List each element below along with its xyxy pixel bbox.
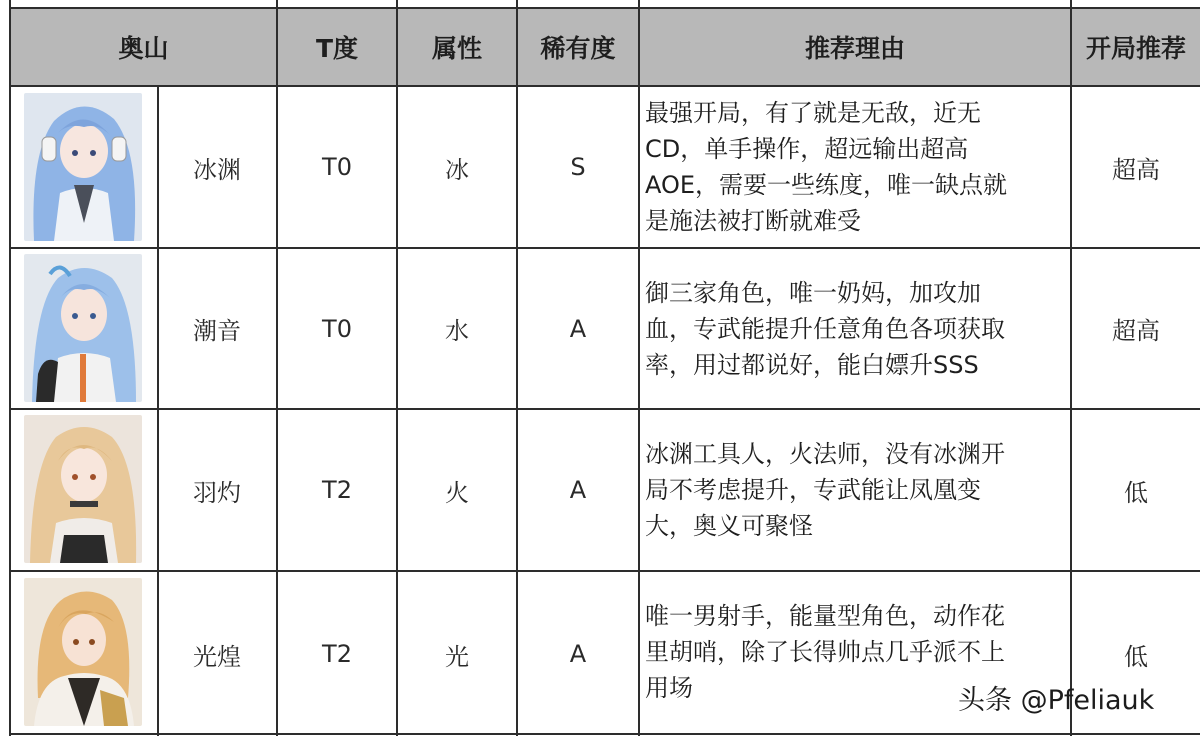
table-border bbox=[9, 408, 1200, 410]
header-character: 奥山 bbox=[118, 34, 169, 63]
reason-line: 唯一男射手，能量型角色，动作花 bbox=[645, 602, 1005, 630]
character-name: 羽灼 bbox=[193, 478, 241, 507]
character-rarity: S bbox=[570, 153, 586, 181]
table-border bbox=[9, 733, 1200, 735]
character-portrait-golden-hair-icon bbox=[24, 578, 142, 726]
reason-line: 用场 bbox=[645, 674, 693, 702]
character-attribute: 光 bbox=[445, 642, 469, 671]
character-rarity: A bbox=[569, 640, 587, 668]
table-border bbox=[9, 570, 1200, 572]
start-recommend: 低 bbox=[1124, 478, 1148, 507]
character-tier: T0 bbox=[322, 314, 352, 343]
table-border bbox=[276, 0, 278, 736]
table-border bbox=[9, 0, 11, 736]
header-attribute: 属性 bbox=[431, 34, 482, 63]
recommend-reason bbox=[645, 410, 1070, 570]
header-start-recommend: 开局推荐 bbox=[1085, 34, 1186, 63]
reason-line: 大，奥义可聚怪 bbox=[645, 512, 813, 540]
reason-line: 里胡哨，除了长得帅点几乎派不上 bbox=[645, 638, 1005, 666]
character-portrait-blue-hair-icon bbox=[24, 254, 142, 402]
reason-line: 御三家角色，唯一奶妈，加攻加 bbox=[645, 278, 981, 307]
reason-line: 血，专武能提升任意角色各项获取 bbox=[645, 314, 1005, 343]
recommend-reason bbox=[645, 249, 1070, 408]
reason-line: CD，单手操作，超远输出超高 bbox=[645, 135, 969, 163]
character-rarity: A bbox=[569, 314, 587, 343]
reason-line: 冰渊工具人，火法师，没有冰渊开 bbox=[645, 440, 1005, 468]
reason-line: 是施法被打断就难受 bbox=[645, 207, 861, 235]
character-attribute: 水 bbox=[445, 317, 469, 345]
watermark: 头条 @Pfeliauk bbox=[958, 685, 1155, 716]
table-border bbox=[1070, 0, 1072, 736]
start-recommend: 低 bbox=[1124, 642, 1148, 671]
character-tier: T2 bbox=[322, 640, 352, 668]
character-tier: T0 bbox=[322, 153, 352, 181]
table-border bbox=[396, 0, 398, 736]
recommend-reason bbox=[645, 87, 1070, 247]
header-rarity: 稀有度 bbox=[540, 34, 616, 63]
character-tier: T2 bbox=[322, 476, 352, 504]
character-name: 光煌 bbox=[193, 642, 241, 671]
character-name: 冰渊 bbox=[193, 155, 241, 184]
table-border bbox=[516, 0, 518, 736]
reason-line: 最强开局，有了就是无敌，近无 bbox=[645, 99, 981, 127]
character-name: 潮音 bbox=[193, 317, 241, 345]
table-border bbox=[157, 85, 159, 736]
table-border bbox=[638, 0, 640, 736]
table-border bbox=[9, 7, 1200, 9]
reason-line: 局不考虑提升，专武能让凤凰变 bbox=[645, 476, 981, 504]
character-portrait-ice-hair-icon bbox=[24, 93, 142, 241]
reason-line: 率，用过都说好，能白嫖升SSS bbox=[645, 350, 979, 379]
start-recommend: 超高 bbox=[1112, 317, 1160, 345]
start-recommend: 超高 bbox=[1112, 155, 1160, 184]
character-portrait-blonde-hair-icon bbox=[24, 415, 142, 563]
reason-line: AOE，需要一些练度，唯一缺点就 bbox=[645, 171, 1008, 199]
table-border bbox=[9, 247, 1200, 249]
character-rarity: A bbox=[569, 476, 587, 504]
header-reason: 推荐理由 bbox=[804, 34, 905, 63]
header-tier: T度 bbox=[315, 34, 359, 63]
table-border bbox=[9, 85, 1200, 87]
character-attribute: 火 bbox=[445, 478, 469, 507]
character-attribute: 冰 bbox=[445, 155, 469, 184]
